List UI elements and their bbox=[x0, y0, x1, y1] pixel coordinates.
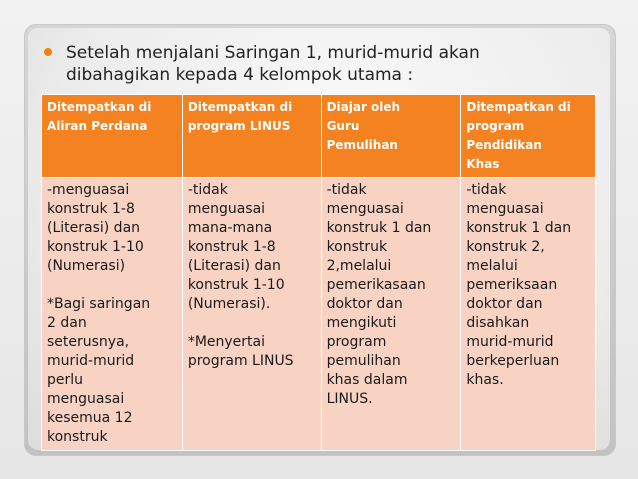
cell-text: menguasai bbox=[187, 201, 266, 217]
cell-text: (Numerasi). bbox=[187, 296, 271, 312]
cell-text: mana-mana bbox=[187, 220, 273, 236]
cell-text: pemerikasaan bbox=[326, 277, 426, 293]
cell-text: konstruk 1 dan bbox=[466, 220, 572, 236]
cell-aliran-perdana bbox=[42, 178, 183, 451]
header-pendidikan-khas bbox=[461, 95, 596, 178]
cell-text: konstruk 1-10 bbox=[187, 277, 285, 293]
cell-text: konstruk 1-8 bbox=[47, 201, 135, 217]
cell-note: murid-murid bbox=[47, 353, 135, 369]
cell-text: -tidak bbox=[187, 182, 228, 198]
cell-text: konstruk 1 dan bbox=[326, 220, 432, 236]
bullet-line-1: Setelah menjalani Saringan 1, murid-murid akan bbox=[66, 43, 480, 63]
bullet-line-2: dibahagikan kepada 4 kelompok utama : bbox=[66, 65, 414, 85]
header-program-linus bbox=[182, 95, 321, 178]
cell-text: konstruk 1-10 bbox=[47, 239, 144, 255]
cell-text: LINUS. bbox=[326, 391, 373, 407]
cell-text: doktor dan bbox=[326, 296, 403, 312]
header-text: Guru bbox=[326, 119, 360, 133]
cell-text: konstruk bbox=[326, 239, 388, 255]
cell-text: disahkan bbox=[466, 315, 530, 331]
cell-note: seterusnya, bbox=[47, 334, 130, 350]
cell-text: (Numerasi) bbox=[47, 258, 126, 274]
header-text: Aliran Perdana bbox=[47, 119, 148, 133]
cell-text: konstruk 1-8 bbox=[187, 239, 276, 255]
cell-text: menguasai bbox=[466, 201, 544, 217]
cell-spacer bbox=[188, 314, 316, 333]
cell-text: -tidak bbox=[326, 182, 367, 198]
cell-note: 2 dan bbox=[47, 315, 87, 331]
cell-text: pemeriksaan bbox=[466, 277, 558, 293]
header-guru-pemulihan bbox=[321, 95, 461, 178]
cell-text: (Literasi) dan bbox=[47, 220, 141, 236]
header-aliran-perdana bbox=[42, 95, 183, 178]
cell-text: berkeperluan bbox=[466, 353, 560, 369]
cell-text: murid-murid bbox=[466, 334, 554, 350]
table-header-row bbox=[42, 95, 596, 178]
header-text: program LINUS bbox=[187, 119, 291, 133]
header-text: Diajar oleh bbox=[326, 100, 401, 114]
header-text: Ditempatkan di bbox=[466, 100, 571, 114]
cell-text: menguasai bbox=[326, 201, 404, 217]
header-text: Ditempatkan di bbox=[187, 100, 293, 114]
cell-text: program bbox=[326, 334, 387, 350]
header-text: Pendidikan bbox=[466, 138, 542, 152]
cell-text: doktor dan bbox=[466, 296, 543, 312]
cell-text: pemulihan bbox=[326, 353, 401, 369]
cell-pendidikan-khas bbox=[461, 178, 596, 451]
cell-text: khas dalam bbox=[326, 372, 408, 388]
cell-note: program LINUS bbox=[187, 353, 294, 369]
cell-text: khas. bbox=[466, 372, 504, 388]
cell-note: *Bagi saringan bbox=[47, 296, 151, 312]
bullet-text bbox=[66, 42, 606, 86]
header-text: Ditempatkan di bbox=[47, 100, 152, 114]
cell-text: (Literasi) dan bbox=[187, 258, 281, 274]
header-text: Khas bbox=[466, 157, 500, 171]
cell-text: 2,melalui bbox=[326, 258, 392, 274]
cell-guru-pemulihan bbox=[321, 178, 461, 451]
cell-note: *Menyertai bbox=[187, 334, 266, 350]
cell-text: mengikuti bbox=[326, 315, 397, 331]
cell-text: -menguasai bbox=[47, 182, 130, 198]
cell-text: melalui bbox=[466, 258, 518, 274]
cell-text: -tidak bbox=[466, 182, 507, 198]
cell-spacer bbox=[47, 276, 177, 295]
cell-note: menguasai bbox=[47, 391, 125, 407]
placement-table bbox=[41, 94, 596, 451]
cell-text: konstruk 2, bbox=[466, 239, 545, 255]
cell-program-linus bbox=[182, 178, 321, 451]
header-text: Pemulihan bbox=[326, 138, 398, 152]
header-text: program bbox=[466, 119, 525, 133]
table-row bbox=[42, 178, 596, 451]
bullet-dot-icon bbox=[44, 48, 52, 56]
cell-note: kesemua 12 bbox=[47, 410, 133, 426]
cell-note: perlu bbox=[47, 372, 84, 388]
cell-note: konstruk bbox=[47, 429, 108, 445]
